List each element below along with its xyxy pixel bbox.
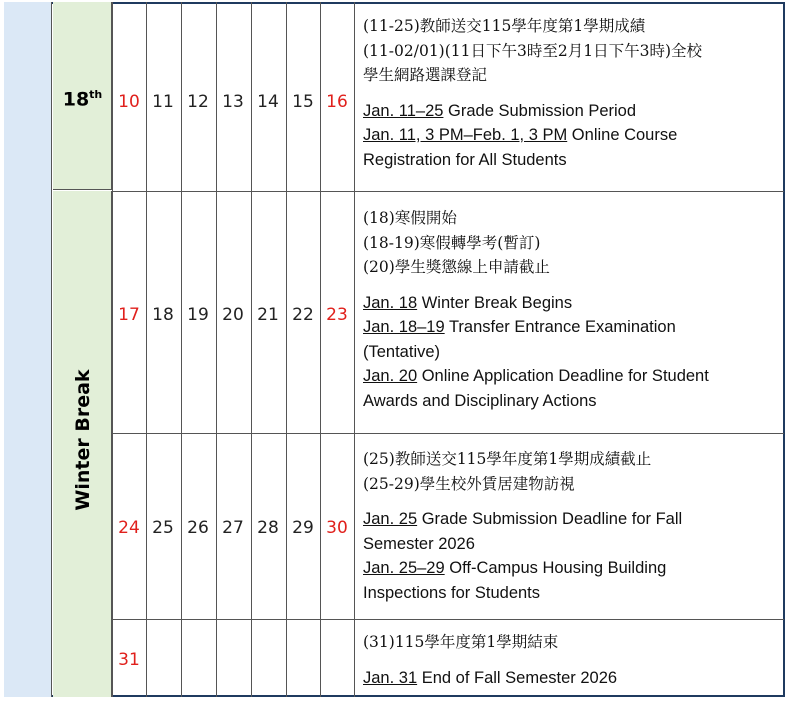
- day-cell: 20: [222, 305, 244, 325]
- event-date: Jan. 18–19: [363, 318, 445, 336]
- event-text: (Tentative): [363, 342, 441, 361]
- day-cell: 21: [257, 305, 279, 325]
- day-cell: 23: [326, 305, 348, 325]
- day-cell: 18: [152, 305, 174, 325]
- day-cell: 12: [187, 92, 209, 112]
- event-line-en: [363, 507, 778, 532]
- event-line-en: [363, 340, 778, 365]
- event-text: Semester 2026: [363, 534, 475, 553]
- event-text: Online Course: [567, 126, 678, 144]
- grid-hline: [112, 433, 784, 434]
- day-cell: 17: [118, 305, 140, 325]
- event-line-en: [363, 291, 778, 316]
- event-line-zh: (18-19)寒假轉學考(暫訂): [363, 233, 541, 252]
- event-text: End of Fall Semester 2026: [417, 668, 618, 687]
- day-cell: 19: [187, 305, 209, 325]
- event-text: Online Application Deadline for Student: [417, 367, 709, 385]
- week-number: 18th: [62, 88, 103, 111]
- day-cell: 13: [222, 92, 244, 112]
- event-text: Awards and Disciplinary Actions: [363, 391, 597, 410]
- event-line-zh: (18)寒假開始: [363, 209, 457, 227]
- event-line-zh: (20)學生獎懲線上申請截止: [363, 258, 550, 276]
- event-line-en: [363, 99, 778, 124]
- event-date: Jan. 31: [363, 668, 418, 687]
- event-text: Off-Campus Housing Building: [444, 559, 667, 577]
- event-line-zh: (11-25)教師送交115學年度第1學期成績: [363, 17, 646, 35]
- event-date: Jan. 25: [363, 510, 418, 528]
- event-line-en: [363, 532, 778, 557]
- grid-vline: [354, 2, 355, 697]
- event-date: Jan. 11–25: [363, 101, 444, 120]
- day-cell: 29: [292, 518, 314, 538]
- day-cell: 10: [118, 92, 140, 112]
- event-notes: [363, 206, 778, 413]
- day-cell: 28: [257, 518, 279, 538]
- event-notes: [363, 447, 778, 605]
- event-date: Jan. 20: [363, 367, 418, 385]
- day-cell: 14: [257, 92, 279, 112]
- event-line-en: [363, 148, 778, 173]
- event-date: Jan. 11, 3 PM–Feb. 1, 3 PM: [363, 126, 568, 144]
- event-text: Grade Submission Deadline for Fall: [417, 510, 683, 528]
- event-date: Jan. 25–29: [363, 559, 445, 577]
- month-column: [4, 2, 52, 697]
- notes-gap: [363, 496, 778, 507]
- event-notes: [363, 630, 778, 690]
- event-line-zh: 學生網路選課登記: [363, 66, 488, 84]
- day-cell: 22: [292, 305, 314, 325]
- event-line-en: [363, 364, 778, 389]
- event-line-zh: (11-02/01)(11日下午3時至2月1日下午3時)全校: [363, 41, 702, 60]
- winter-break-label: Winter Break: [72, 369, 94, 511]
- notes-gap: [363, 280, 778, 291]
- event-line-en: [363, 666, 778, 691]
- event-date: Jan. 18: [363, 293, 418, 312]
- notes-gap: [363, 655, 778, 666]
- event-line-zh: (31)115學年度第1學期結束: [363, 633, 559, 651]
- day-cell: 25: [152, 518, 174, 538]
- notes-gap: [363, 88, 778, 99]
- event-text: Winter Break Begins: [417, 293, 573, 312]
- event-text: Transfer Entrance Examination: [444, 318, 676, 336]
- event-line-en: [363, 123, 778, 148]
- day-cell: 16: [326, 92, 348, 112]
- event-text: Registration for All Students: [363, 150, 567, 169]
- day-cell: 26: [187, 518, 209, 538]
- day-cell: 31: [118, 650, 140, 670]
- day-cell: 24: [118, 518, 140, 538]
- day-cell: 27: [222, 518, 244, 538]
- grid-hline: [112, 619, 784, 620]
- event-line-en: [363, 315, 778, 340]
- event-line-en: [363, 581, 778, 606]
- event-text: Grade Submission Period: [443, 101, 637, 120]
- day-cell: 15: [292, 92, 314, 112]
- event-line-zh: (25)教師送交115學年度第1學期成績截止: [363, 450, 652, 468]
- grid-hline: [112, 191, 784, 192]
- day-cell: 11: [152, 92, 174, 112]
- day-cell: 30: [326, 518, 348, 538]
- event-line-en: [363, 389, 778, 414]
- event-line-en: [363, 556, 778, 581]
- event-notes: [363, 14, 778, 172]
- event-line-zh: (25-29)學生校外賃居建物訪視: [363, 474, 575, 493]
- event-text: Inspections for Students: [363, 583, 541, 602]
